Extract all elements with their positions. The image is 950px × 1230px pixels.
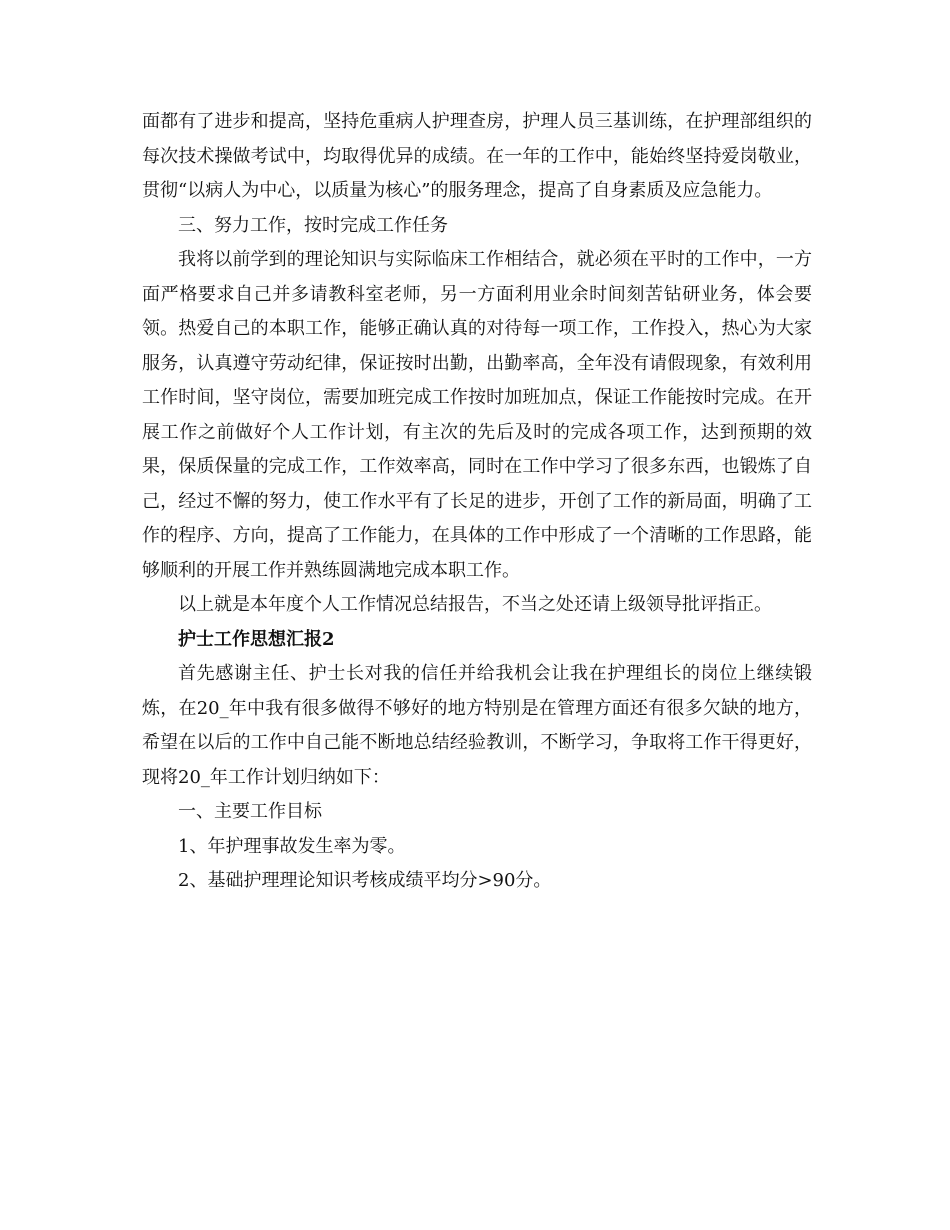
section-heading-3: 三、努力工作，按时完成工作任务 — [178, 214, 448, 236]
report-title-2: 护士工作思想汇报2 — [178, 628, 335, 650]
goal-item-2: 2、基础护理理论知识考核成绩平均分>90分。 — [178, 870, 552, 891]
document-body — [142, 105, 812, 899]
paragraph-continuation: 面都有了进步和提高，坚持危重病人护理查房，护理人员三基训练，在护理部组织的每次技术操做考试中，均取得优异的成绩。在一年的工作中，能始终坚持爱岗敬业，贯彻“以病人为中心，以质量为核心”的服务理念，提高了自身素质及应急能力。 — [142, 111, 812, 201]
paragraph-work-details: 我将以前学到的理论知识与实际临床工作相结合，就必须在平时的工作中，一方面严格要求自己并多请教科室老师，另一方面利用业余时间刻苦钻研业务，体会要领。热爱自己的本职工作，能够正确认真的对待每一项工作，工作投入，热心为大家服务，认真遵守劳动纪律，保证按时出勤，出勤率高，全年没有请假现象，有效利用工作时间，坚守岗位，需要加班完成工作按时加班加点，保证工作能按时完成。在开展工作之前做好个人工作计划，有主次的先后及时的完成各项工作，达到预期的效果，保质保量的完成工作，工作效率高，同时在工作中学习了很多东西，也锻炼了自己，经过不懈的努力，使工作水平有了长足的进步，开创了工作的新局面，明确了工作的程序、方向，提高了工作能力，在具体的工作中形成了一个清晰的工作思路，能够顺利的开展工作并熟练圆满地完成本职工作。 — [142, 249, 812, 581]
section-heading-1: 一、主要工作目标 — [178, 801, 322, 822]
paragraph-intro: 首先感谢主任、护士长对我的信任并给我机会让我在护理组长的岗位上继续锻炼，在20_年中我有很多做得不够好的地方特别是在管理方面还有很多欠缺的地方，希望在以后的工作中自己能不断地总结经验教训，不断学习，争取将工作干得更好，现将20_年工作计划归纳如下： — [142, 663, 812, 788]
goal-item-1: 1、年护理事故发生率为零。 — [178, 835, 406, 857]
paragraph-closing: 以上就是本年度个人工作情况总结报告，不当之处还请上级领导批评指正。 — [178, 594, 772, 615]
